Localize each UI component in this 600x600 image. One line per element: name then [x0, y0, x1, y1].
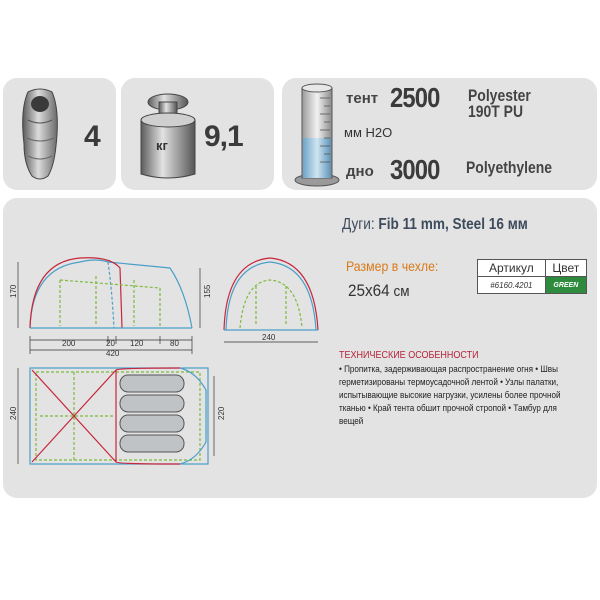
color-header: Цвет [545, 260, 586, 277]
article-number: #6160.4201 [478, 277, 546, 294]
color-badge: GREEN [545, 277, 586, 294]
tent-material-line1: Polyester [468, 86, 531, 105]
article-header: Артикул [478, 260, 546, 277]
dim-seg-2: 20 [106, 339, 115, 348]
frame-label: Дуги: [342, 216, 375, 233]
floor-water-value: 3000 [390, 154, 440, 185]
dim-plan-width: 240 [9, 406, 18, 420]
packed-size-value: 25x64 [348, 281, 390, 300]
sleeping-capacity-value: 4 [84, 120, 101, 153]
water-unit: мм H2O [344, 125, 393, 140]
tech-features-text: • Пропитка, задерживающая распространение огня • Швы герметизированы термоусадочной лентой • Узлы палатки, испытывающие высокие нагрузки, усилены более прочной тканью • Край тента обшит прочной стропой • Тамбур для вещей [339, 364, 561, 426]
dim-seg-4: 80 [170, 339, 179, 348]
floor-label: дно [346, 163, 374, 180]
tent-label: тент [346, 90, 379, 107]
weight-value: 9,1 [204, 120, 243, 153]
tent-water-value: 2500 [390, 82, 440, 113]
packed-size-unit: см [393, 283, 410, 300]
floor-material: Polyethylene [466, 158, 552, 177]
dim-side-height: 170 [9, 284, 18, 298]
dim-seg-1: 200 [62, 339, 76, 348]
dim-plan-inner: 220 [217, 406, 226, 420]
dim-front-width: 240 [262, 333, 276, 342]
dim-side-height-right: 155 [203, 284, 212, 298]
packed-size-label: Размер в чехле: [346, 258, 439, 274]
dim-seg-3: 120 [130, 339, 144, 348]
weight-unit-label: кг [156, 138, 168, 153]
frame-value: Fib 11 mm, Steel 16 мм [378, 216, 528, 233]
tent-material-line2: 190T PU [468, 102, 524, 121]
tech-features-title: ТЕХНИЧЕСКИЕ ОСОБЕННОСТИ [339, 350, 479, 361]
dim-total-length: 420 [106, 349, 120, 358]
